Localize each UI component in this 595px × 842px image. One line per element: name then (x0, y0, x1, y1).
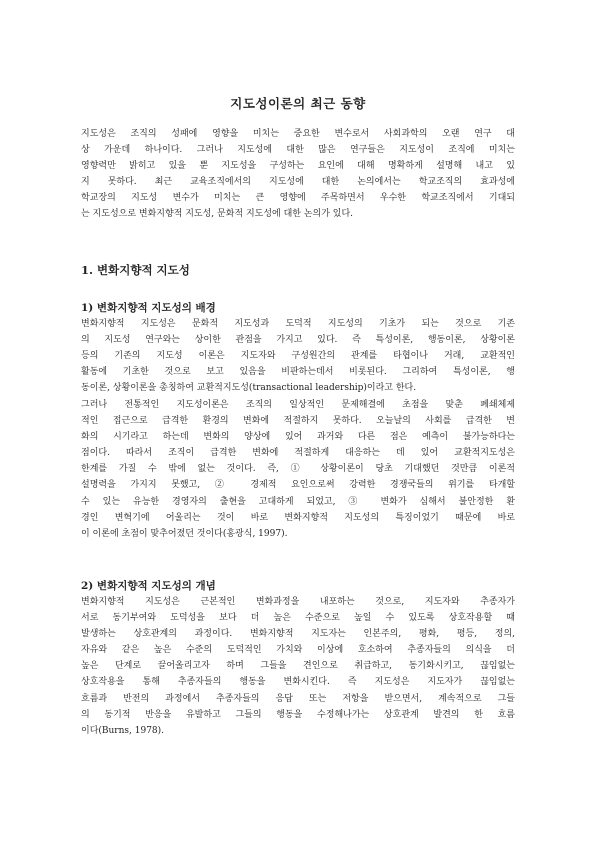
intro-paragraph (81, 126, 515, 223)
text-line: 지도성은 조직의 성패에 영향을 미치는 중요한 변수로서 사회과학의 오랜 연구 대 (81, 129, 515, 139)
text-line: 한계를 가질 수 밖에 없는 것이다. 즉, ① 상황이론이 당초 기대했던 것만큼 이론적 (81, 464, 515, 475)
text-line: 상 가운데 하나이다. 그러나 지도성에 대한 많은 연구들은 지도성이 조직에 미치는 (81, 145, 515, 156)
text-line: 변화지향적 지도성은 근본적인 변화과정을 내포하는 것으로, 지도자와 추종자가 (81, 597, 515, 607)
text-line: 는 지도성으로 변화지향적 지도성, 문화적 지도성에 대한 논의가 있다. (81, 209, 354, 220)
text-line: 영향력만 밝히고 있을 뿐 지도성을 구성하는 요인에 대해 명확하게 설명해 내고 있 (81, 161, 515, 172)
document-title: 지도성이론의 최근 동향 (230, 96, 366, 111)
section-heading: 1. 변화지향적 지도성 (81, 263, 190, 277)
background-paragraph-2 (81, 397, 515, 542)
text-line: 변화지향적 지도성은 문화적 지도성과 도덕적 지도성의 기초가 되는 것으로 기존 (81, 319, 515, 329)
text-line: 서로 동기부여와 도덕성을 보다 더 높은 수준으로 높일 수 있도록 상호작용할 때 (81, 613, 515, 624)
text-line: 학교장의 지도성 변수가 미치는 큰 영향에 주목하면서 우수한 학교조직에서 기대되 (81, 193, 515, 204)
background-paragraph-1 (81, 316, 515, 396)
text-line: 활동에 기초한 것으로 보고 있음을 비판하는데서 비롯된다. 그리하여 특성이론, 행 (81, 367, 515, 378)
subsection-heading: 2) 변화지향적 지도성의 개념 (81, 580, 216, 592)
text-line: 적인 접근으로 급격한 환경의 변화에 적절하지 못하다. 오늘날의 사회를 급격한 변 (81, 416, 515, 427)
text-line: 그러나 전통적인 지도성이론은 조직의 일상적인 문제해결에 초점을 맞춘 폐쇄체제 (81, 400, 515, 410)
text-line: 점이다. 따라서 조직이 급격한 변화에 적절하게 대응하는 데 있어 교환적지도성은 (81, 448, 515, 459)
text-line: 상호작용을 통해 추종자들의 행동을 변화시킨다. 즉 지도성은 지도자가 끊임없는 (81, 677, 515, 688)
text-line: 등의 기존의 지도성 이론은 지도자와 구성원간의 관계를 타협이나 거래, 교환적인 (81, 351, 515, 362)
text-line: 자유와 같은 높은 수준의 도덕적인 가치와 이상에 호소하여 추종자들의 의식을 더 (81, 645, 515, 656)
text-line: 설명력을 가지지 못했고, ② 경제적 요인으로써 강력한 경쟁국들의 위기를 타개할 (81, 480, 515, 491)
text-line: 동이론, 상황이론을 총칭하여 교환적지도성(transactional leadership)이라고 한다. (81, 383, 417, 394)
subsection-heading: 1) 변화지향적 지도성의 배경 (81, 302, 216, 314)
text-line: 이 이론에 초점이 맞추어졌던 것이다(홍광식, 1997). (81, 528, 288, 539)
concept-paragraph (81, 594, 515, 739)
text-line: 의 동기적 반응을 유발하고 그들의 행동을 수정해나가는 상호관계 발견의 한 흐름 (81, 709, 515, 720)
text-line: 흐름과 반전의 과정에서 추종자들의 응답 또는 저항을 받으면서, 계속적으로 그들 (81, 693, 515, 704)
text-line: 이다(Burns, 1978). (81, 725, 165, 736)
text-line: 화의 시기라고 하는데 변화의 양상에 있어 과거와 다른 점은 예측이 불가능하다는 (81, 432, 515, 443)
text-line: 수 있는 유능한 경영자의 출현을 고대하게 되었고, ③ 변화가 심해서 불안정한 환 (81, 496, 515, 507)
text-line: 높은 단계로 끌어올리고자 하며 그들을 견인으로 취급하고, 동기화시키고, 끊임없는 (81, 661, 515, 672)
text-line: 의 지도성 연구와는 상이한 관점을 가지고 있다. 즉 특성이론, 행동이론, 상황이론 (81, 335, 515, 346)
text-line: 지 못하다. 최근 교육조직에서의 지도성에 대한 논의에서는 학교조직의 효과성에 (81, 177, 515, 188)
text-line: 경인 변혁기에 어울리는 것이 바로 변화지향적 지도성의 특징이었기 때문에 바로 (81, 512, 515, 523)
text-line: 발생하는 상호관계의 과정이다. 변화지향적 지도자는 인본주의, 평화, 평등, 정의, (81, 629, 515, 640)
